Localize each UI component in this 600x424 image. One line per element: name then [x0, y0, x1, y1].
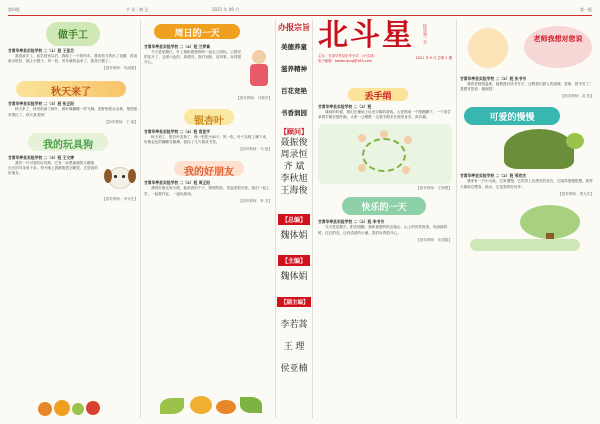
section-title-turtle: 可爱的慢慢 — [489, 113, 535, 124]
article-text: 秋天到了，银杏叶变黄了，像一把把小扇子。风一吹，叶子从树上飘下来，好像金色的蝴蝶在跳舞。我捡了几片做成书签。 — [144, 135, 270, 145]
section-title-handicraft: 做手工 — [58, 30, 88, 41]
deputy-name: 李若蒿 — [280, 320, 308, 330]
section-title-sunday: 周日的一天 — [174, 29, 220, 39]
toy-dog-illustration — [102, 161, 138, 195]
right-b-column — [460, 20, 594, 253]
left-column — [8, 20, 138, 202]
article-caption: 甘肃华亭县实验学校 二（4）班 袁佳宇 — [144, 129, 211, 134]
advisor-name: 李秋旭 — [280, 174, 308, 184]
purpose-list — [277, 36, 311, 124]
page-header — [8, 4, 592, 16]
teacher-credit: 【指导教师：高 贺】 — [560, 94, 594, 99]
article-caption: 甘肃华亭县实验学校 二（4）班 兰梦真 — [144, 44, 211, 49]
header-mid-label: 手 词 · 摘 记 — [126, 7, 149, 12]
section-title-ginkgo: 银杏叶 — [194, 116, 224, 127]
divider — [456, 20, 457, 418]
teacher-credit: 【指导教师：马 艳】 — [238, 147, 272, 152]
article-text: 我家有一只小乌龟，它叫慢慢。它的背上有漂亮的花纹，它爬得很慢很慢。我每天都给它喂食、换水，它是我的好伙伴。 — [460, 179, 593, 189]
article-caption: 甘肃华亭县实验学校 二（2）班 张书书 — [460, 76, 527, 81]
turtle-illustration — [504, 129, 574, 169]
advisor-label: 【顾问】 — [280, 128, 308, 136]
article-text: 我喜欢手工，放学回家以后，我做了一个纸风车。我用剪刀剪出了花瓣，再用胶水粘好，插上小棍子，风一吹，风车就转起来了，我高兴极了。 — [8, 54, 138, 64]
header-right-label: 第一版 — [580, 7, 592, 12]
purpose-line: 百花竞艳 — [281, 87, 307, 95]
article-text: 今天是星期天，阳光明媚。我和爸爸妈妈去爬山，山上的风景真美，有绿绿的树，红红的花，还有清清的小溪。我们玩得很开心。 — [318, 225, 448, 235]
chief-name: 魏体娟 — [280, 231, 308, 241]
teacher-credit: 【指导教师：李 芳】 — [238, 198, 272, 203]
purpose-line: 书香润园 — [281, 109, 307, 117]
chief-label: 【总编】 — [278, 214, 310, 225]
purpose-label: 办报宗旨 — [278, 23, 310, 32]
teacher-credit: 【指导教师：郑允东】 — [558, 191, 594, 196]
section-title-friend: 我的好朋友 — [184, 167, 234, 179]
advisor-name: 王海俊 — [280, 186, 308, 196]
article-caption: 甘肃华亭县实验学校 二（1）班 王佳芯 — [8, 48, 75, 53]
teacher-credit: 【指导教师：宋建娟】 — [416, 237, 452, 242]
right-a-column — [318, 86, 452, 243]
teacher-credit: 【指导教师：朱丽娟】 — [102, 66, 138, 71]
masthead-issue: 2021 年 9 月 总第 1 期 — [415, 56, 452, 60]
article-text: 今天是星期日，早上我和爸爸妈妈一起去公园玩。公园里的花开了，五颜六色的，真漂亮。我们划船、放风筝，玩得很开心。 — [144, 50, 242, 65]
section-title-happy-day: 快乐的一天 — [361, 203, 407, 214]
masthead-email: 电子邮箱：beidouxing@163.com — [318, 59, 372, 63]
article-text: 秋天来了，秋风吹黄了树叶，树叶像蝴蝶一样飞舞。田野里稻谷金黄，果园里苹果红了。秋天真美呀！ — [8, 107, 138, 117]
purpose-line: 滋养精神 — [281, 65, 307, 73]
deputy-name: 侯亚楠 — [280, 364, 308, 374]
purpose-line: 美德养童 — [281, 43, 307, 51]
article-caption: 甘肃华亭县实验学校 二（3）班 张正阳 — [8, 101, 75, 107]
masthead-subtitle: 快乐每一天 — [423, 24, 428, 44]
section-title-toy-dog: 我的玩具狗 — [43, 139, 93, 151]
masthead-info: 主办：甘肃华亭县东华小学 （小学部） — [318, 54, 377, 58]
divider — [140, 20, 141, 418]
divider — [312, 20, 313, 418]
editor-name: 魏体娟 — [280, 272, 308, 282]
turtle-banner — [460, 103, 594, 173]
article-text: 我有一只可爱的玩具狗，它有一双黑溜溜的大眼睛，长长的耳朵垂下来。每天晚上我都抱着它睡觉，它是我的好朋友。 — [8, 160, 98, 176]
article-text: 课间的时候，我们在操场上玩丢手绢的游戏。大家围成一个圆圈蹲下，一个同学拿着手绢在圈外跑，大家一边唱歌一边看手绢丢在谁的身后，真有趣。 — [318, 110, 451, 120]
badge-text: 老师我想对您说 — [533, 35, 583, 43]
article-caption: 甘肃华亭县实验学校 二（2）班 — [318, 104, 372, 109]
masthead — [318, 18, 452, 63]
advisor-name: 聂振俊 — [280, 138, 308, 148]
section-title-autumn: 秋天来了 — [51, 87, 91, 99]
teacher-credit: 【指导教师：王海俊】 — [416, 186, 452, 191]
deputy-label: 【副主编】 — [277, 297, 311, 307]
fruit-decoration — [8, 398, 138, 418]
article-caption: 甘肃华亭县实验学校 二（2）班 邢欢杰 — [460, 173, 527, 179]
article-caption: 甘肃华亭县实验学校 二（2）班 周正阳 — [144, 180, 211, 186]
tree-decoration — [460, 203, 594, 253]
section-title-handkerchief: 丢手绢 — [364, 92, 392, 102]
teacher-credit: 【指导教师：王 丽】 — [104, 119, 138, 124]
children-circle-illustration — [318, 124, 452, 184]
article-text: 我的好朋友叫小明，他高高的个子，圆圆的脸，笑起来很可爱。我们一起上学，一起做作业，一起玩游戏。 — [144, 186, 270, 196]
child-illustration — [246, 44, 272, 94]
header-left-label: 第四版 — [8, 7, 20, 12]
middle-column — [144, 20, 272, 204]
editor-label: 【主编】 — [278, 255, 310, 266]
advisor-name: 齐 斌 — [283, 162, 305, 172]
teacher-credit: 【指导教师：李安庄】 — [102, 196, 138, 201]
teacher-credit: 【指导教师：马艳华】 — [236, 96, 272, 100]
deputy-name: 王 理 — [283, 342, 305, 352]
staff-column — [277, 22, 311, 380]
leaves-decoration — [150, 392, 270, 418]
advisor-name: 周录恒 — [280, 150, 308, 160]
header-date: 2021 年 09 月 — [212, 7, 240, 12]
article-text: 我的老师很温柔，她教我们读书写字，还教我们做人的道理。老师，您辛苦了！我想对您说：谢谢您！ — [460, 82, 593, 92]
article-caption: 甘肃华亭县实验学校 二（3）班 王文婷 — [8, 154, 75, 160]
divider — [275, 20, 276, 418]
masthead-title: 北斗星 — [318, 18, 414, 53]
teacher-badge — [460, 20, 594, 76]
article-caption: 甘肃华亭县实验学校 二（2）班 李书书 — [318, 219, 385, 225]
